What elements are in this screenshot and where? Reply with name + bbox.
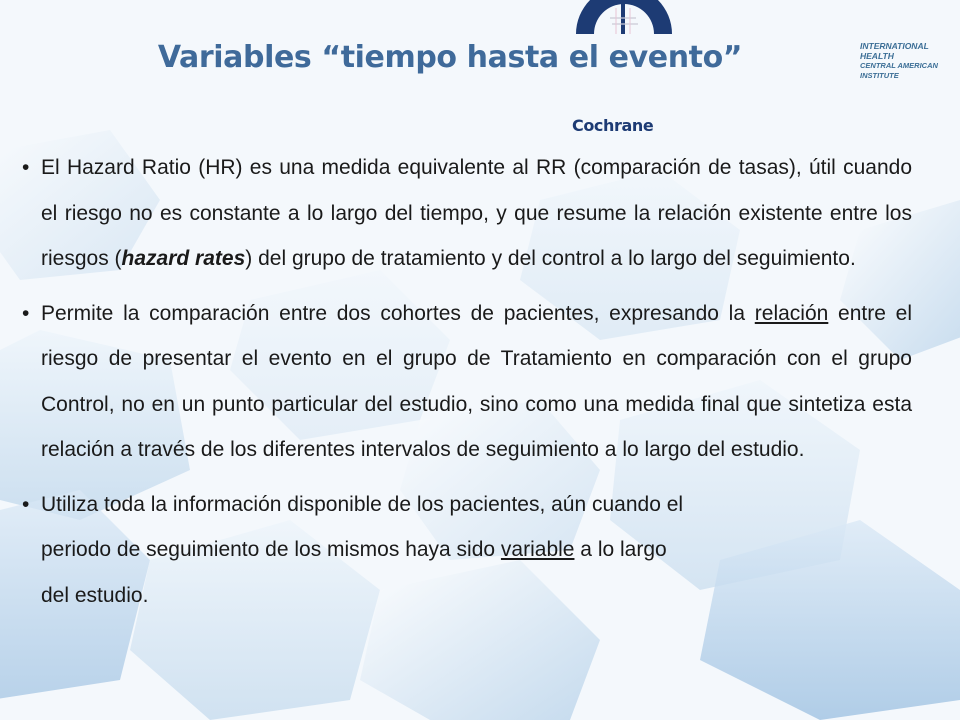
bullet-text-underlined: relación <box>754 301 829 325</box>
bullet-item <box>22 145 912 282</box>
bullet-text-segment: entre el riesgo de presentar el evento en el grupo de Tratamiento en comparación con el grupo Control, no en un punto particular del estudio, sino como una medida final que sintetiza esta relación a través de los diferentes intervalos de seguimiento a lo largo del estudio. <box>41 301 912 461</box>
bullet-text-segment: El Hazard Ratio (HR) es una medida equivalente al RR (comparación de tasas), útil cuando el riesgo no es constante a lo largo del tiempo, y que resume la relación existente entre los riesgos ( <box>41 156 912 270</box>
bullet-text <box>41 145 912 282</box>
bullet-list <box>22 145 912 627</box>
ihi-line: HEALTH <box>860 51 894 61</box>
bullet-icon: • <box>22 301 30 325</box>
bullet-icon: • <box>22 492 30 516</box>
bullet-text-segment: del estudio. <box>41 583 149 607</box>
ihi-line: INTERNATIONAL <box>860 41 929 51</box>
bullet-text <box>41 291 912 473</box>
bullet-text-segment: Permite la comparación entre dos cohortes de pacientes, expresando la <box>41 301 755 325</box>
bullet-item <box>22 482 912 619</box>
bullet-text-segment: periodo de seguimiento de los mismos haya sido <box>41 538 501 561</box>
bullet-item <box>22 291 912 473</box>
slide-title: Variables “tiempo hasta el evento” <box>157 40 743 75</box>
bullet-line <box>41 573 912 619</box>
bullet-text-emphasis: hazard rates <box>121 247 246 270</box>
bullet-text-segment: a lo largo <box>574 538 667 561</box>
ihi-line: INSTITUTE <box>860 70 899 80</box>
bullet-text-segment: Utiliza toda la información disponible de los pacientes, aún cuando el <box>41 492 684 516</box>
bullet-text-segment: ) del grupo de tratamiento y del control a lo largo del seguimiento. <box>245 247 856 270</box>
bullet-line <box>41 482 912 528</box>
cochrane-wordmark: Cochrane <box>572 116 654 135</box>
ihi-line: CENTRAL AMERICAN <box>860 61 938 70</box>
bullet-text <box>41 482 912 619</box>
bullet-line <box>41 527 912 573</box>
bullet-icon: • <box>22 156 30 179</box>
bullet-text-underlined: variable <box>500 538 575 561</box>
